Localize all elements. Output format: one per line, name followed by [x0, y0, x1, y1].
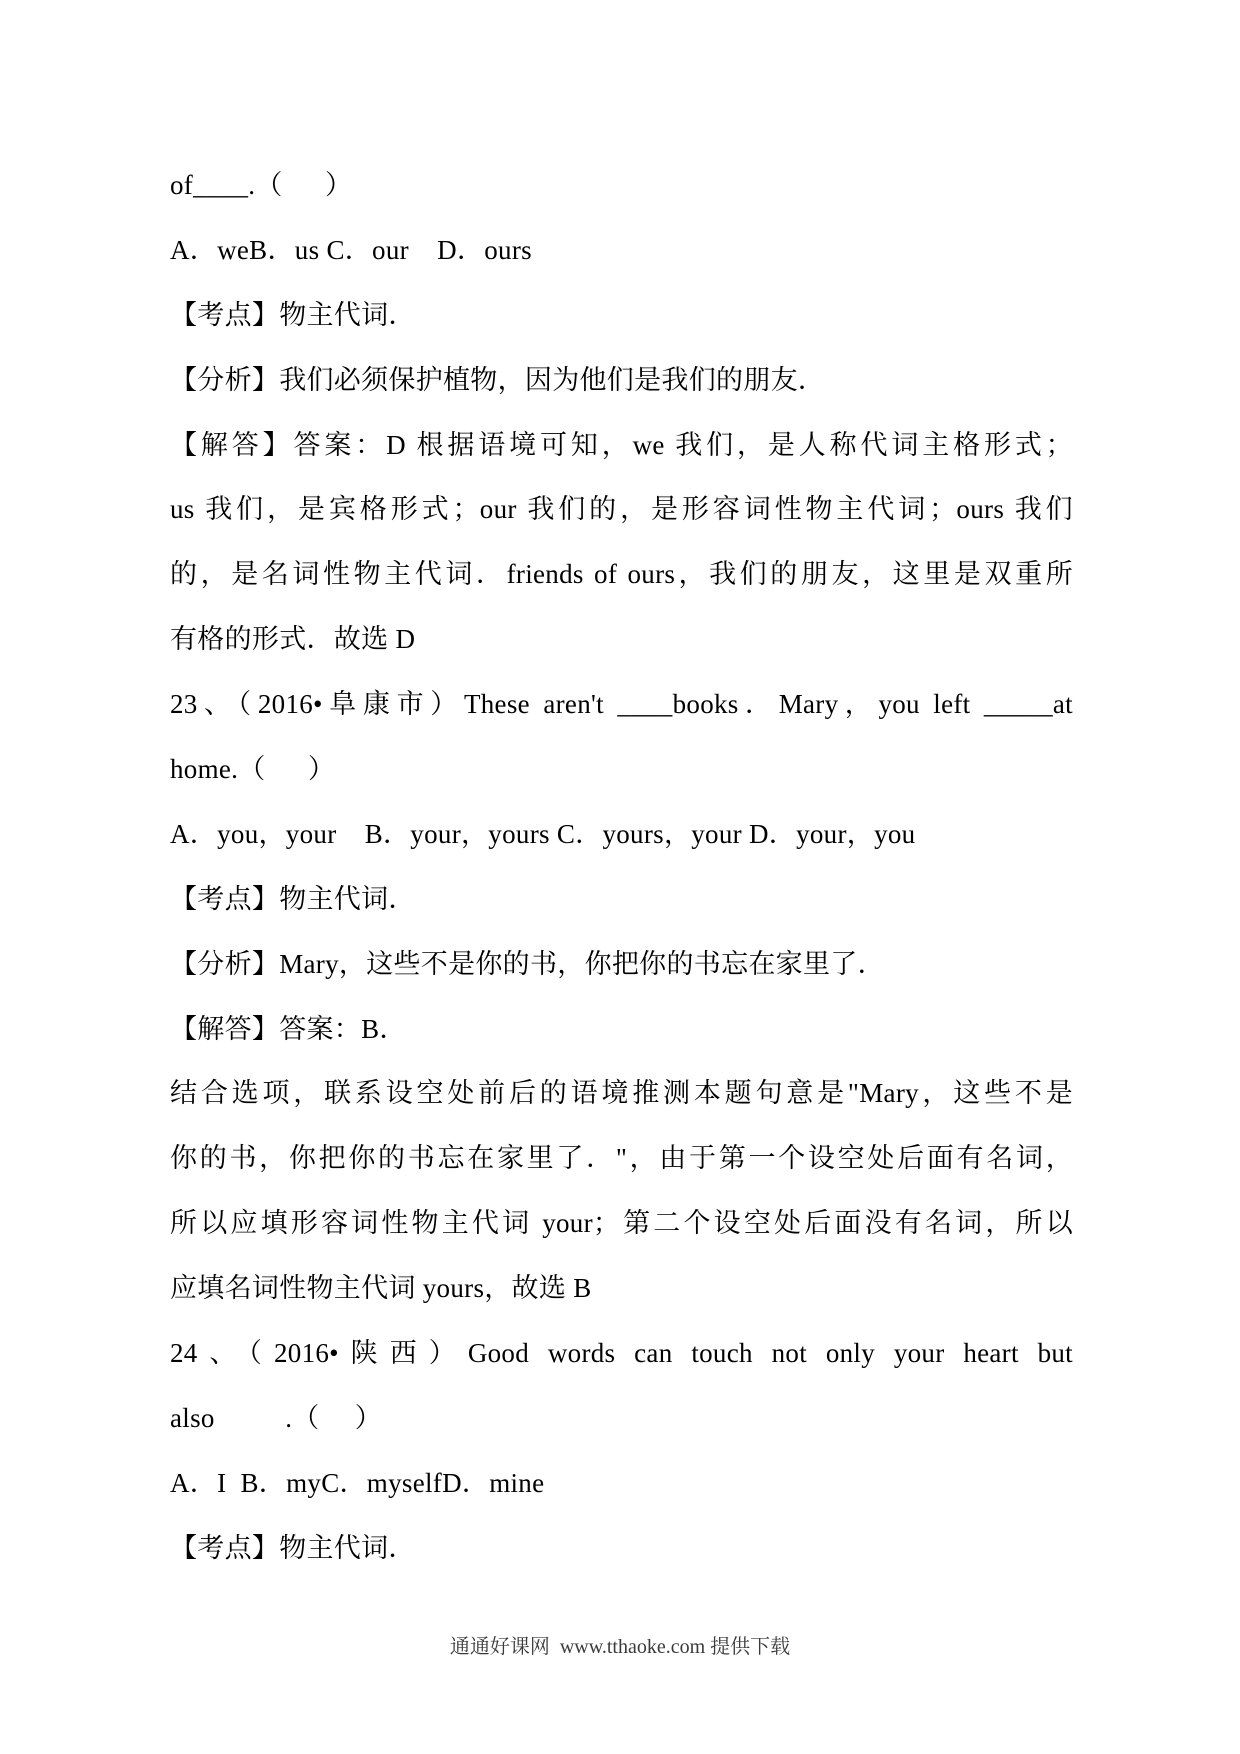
text-line-question22-jieda-4: 有格的形式．故选 D	[170, 624, 416, 655]
text-line-question24-stem-1: 24、（2016•陕西）Good words can touch not only your heart but	[170, 1338, 1073, 1369]
text-line-question22-jieda-1: 【解答】答案：D 根据语境可知，we 我们，是人称代词主格形式；	[170, 429, 1073, 460]
text-line-question22-fenxi: 【分析】我们必须保护植物，因为他们是我们的朋友．	[170, 364, 826, 395]
text-line-question23-fenxi: 【分析】Mary，这些不是你的书，你把你的书忘在家里了．	[170, 948, 885, 979]
text-line-question23-expl-1: 结合选项，联系设空处前后的语境推测本题句意是"Mary，这些不是	[170, 1078, 1073, 1109]
document-body	[170, 153, 1073, 1581]
text-line-question22-kaodian: 【考点】物主代词．	[170, 299, 416, 330]
text-line-question22-stem: of____.（ ）	[170, 170, 353, 200]
text-line-question23-stem-1: 23、（2016•阜康市）These aren't ____books．Mary，you left _____at	[170, 689, 1073, 720]
text-line-question23-expl-2: 你的书，你把你的书忘在家里了．"，由于第一个设空处后面有名词，	[170, 1143, 1073, 1174]
text-line-question23-stem-2: home.（ ）	[170, 754, 336, 785]
text-line-question24-kaodian: 【考点】物主代词．	[170, 1532, 416, 1563]
text-line-question23-expl-4: 应填名词性物主代词 yours，故选 B	[170, 1273, 592, 1304]
text-line-question22-jieda-2: us 我们，是宾格形式；our 我们的，是形容词性物主代词；ours 我们	[170, 494, 1073, 525]
text-line-question23-jieda: 【解答】答案：B．	[170, 1013, 407, 1044]
text-line-question23-kaodian: 【考点】物主代词．	[170, 883, 416, 914]
text-line-question23-options: A．you，your B．your，yours C．yours，your D．your，you	[170, 818, 916, 849]
text-line-question24-stem-2: also .（ ）	[170, 1402, 383, 1433]
text-line-question24-options: A．I B．myC．myselfD．mine	[170, 1467, 545, 1498]
text-line-question22-jieda-3: 的，是名词性物主代词．friends of ours，我们的朋友，这里是双重所	[170, 559, 1073, 590]
text-line-question22-options: A．weB．us C．our D．ours	[170, 234, 532, 265]
text-line-question23-expl-3: 所以应填形容词性物主代词 your；第二个设空处后面没有名词，所以	[170, 1208, 1073, 1239]
page-footer: 通通好课网 www.tthaoke.com 提供下载	[449, 1636, 791, 1658]
